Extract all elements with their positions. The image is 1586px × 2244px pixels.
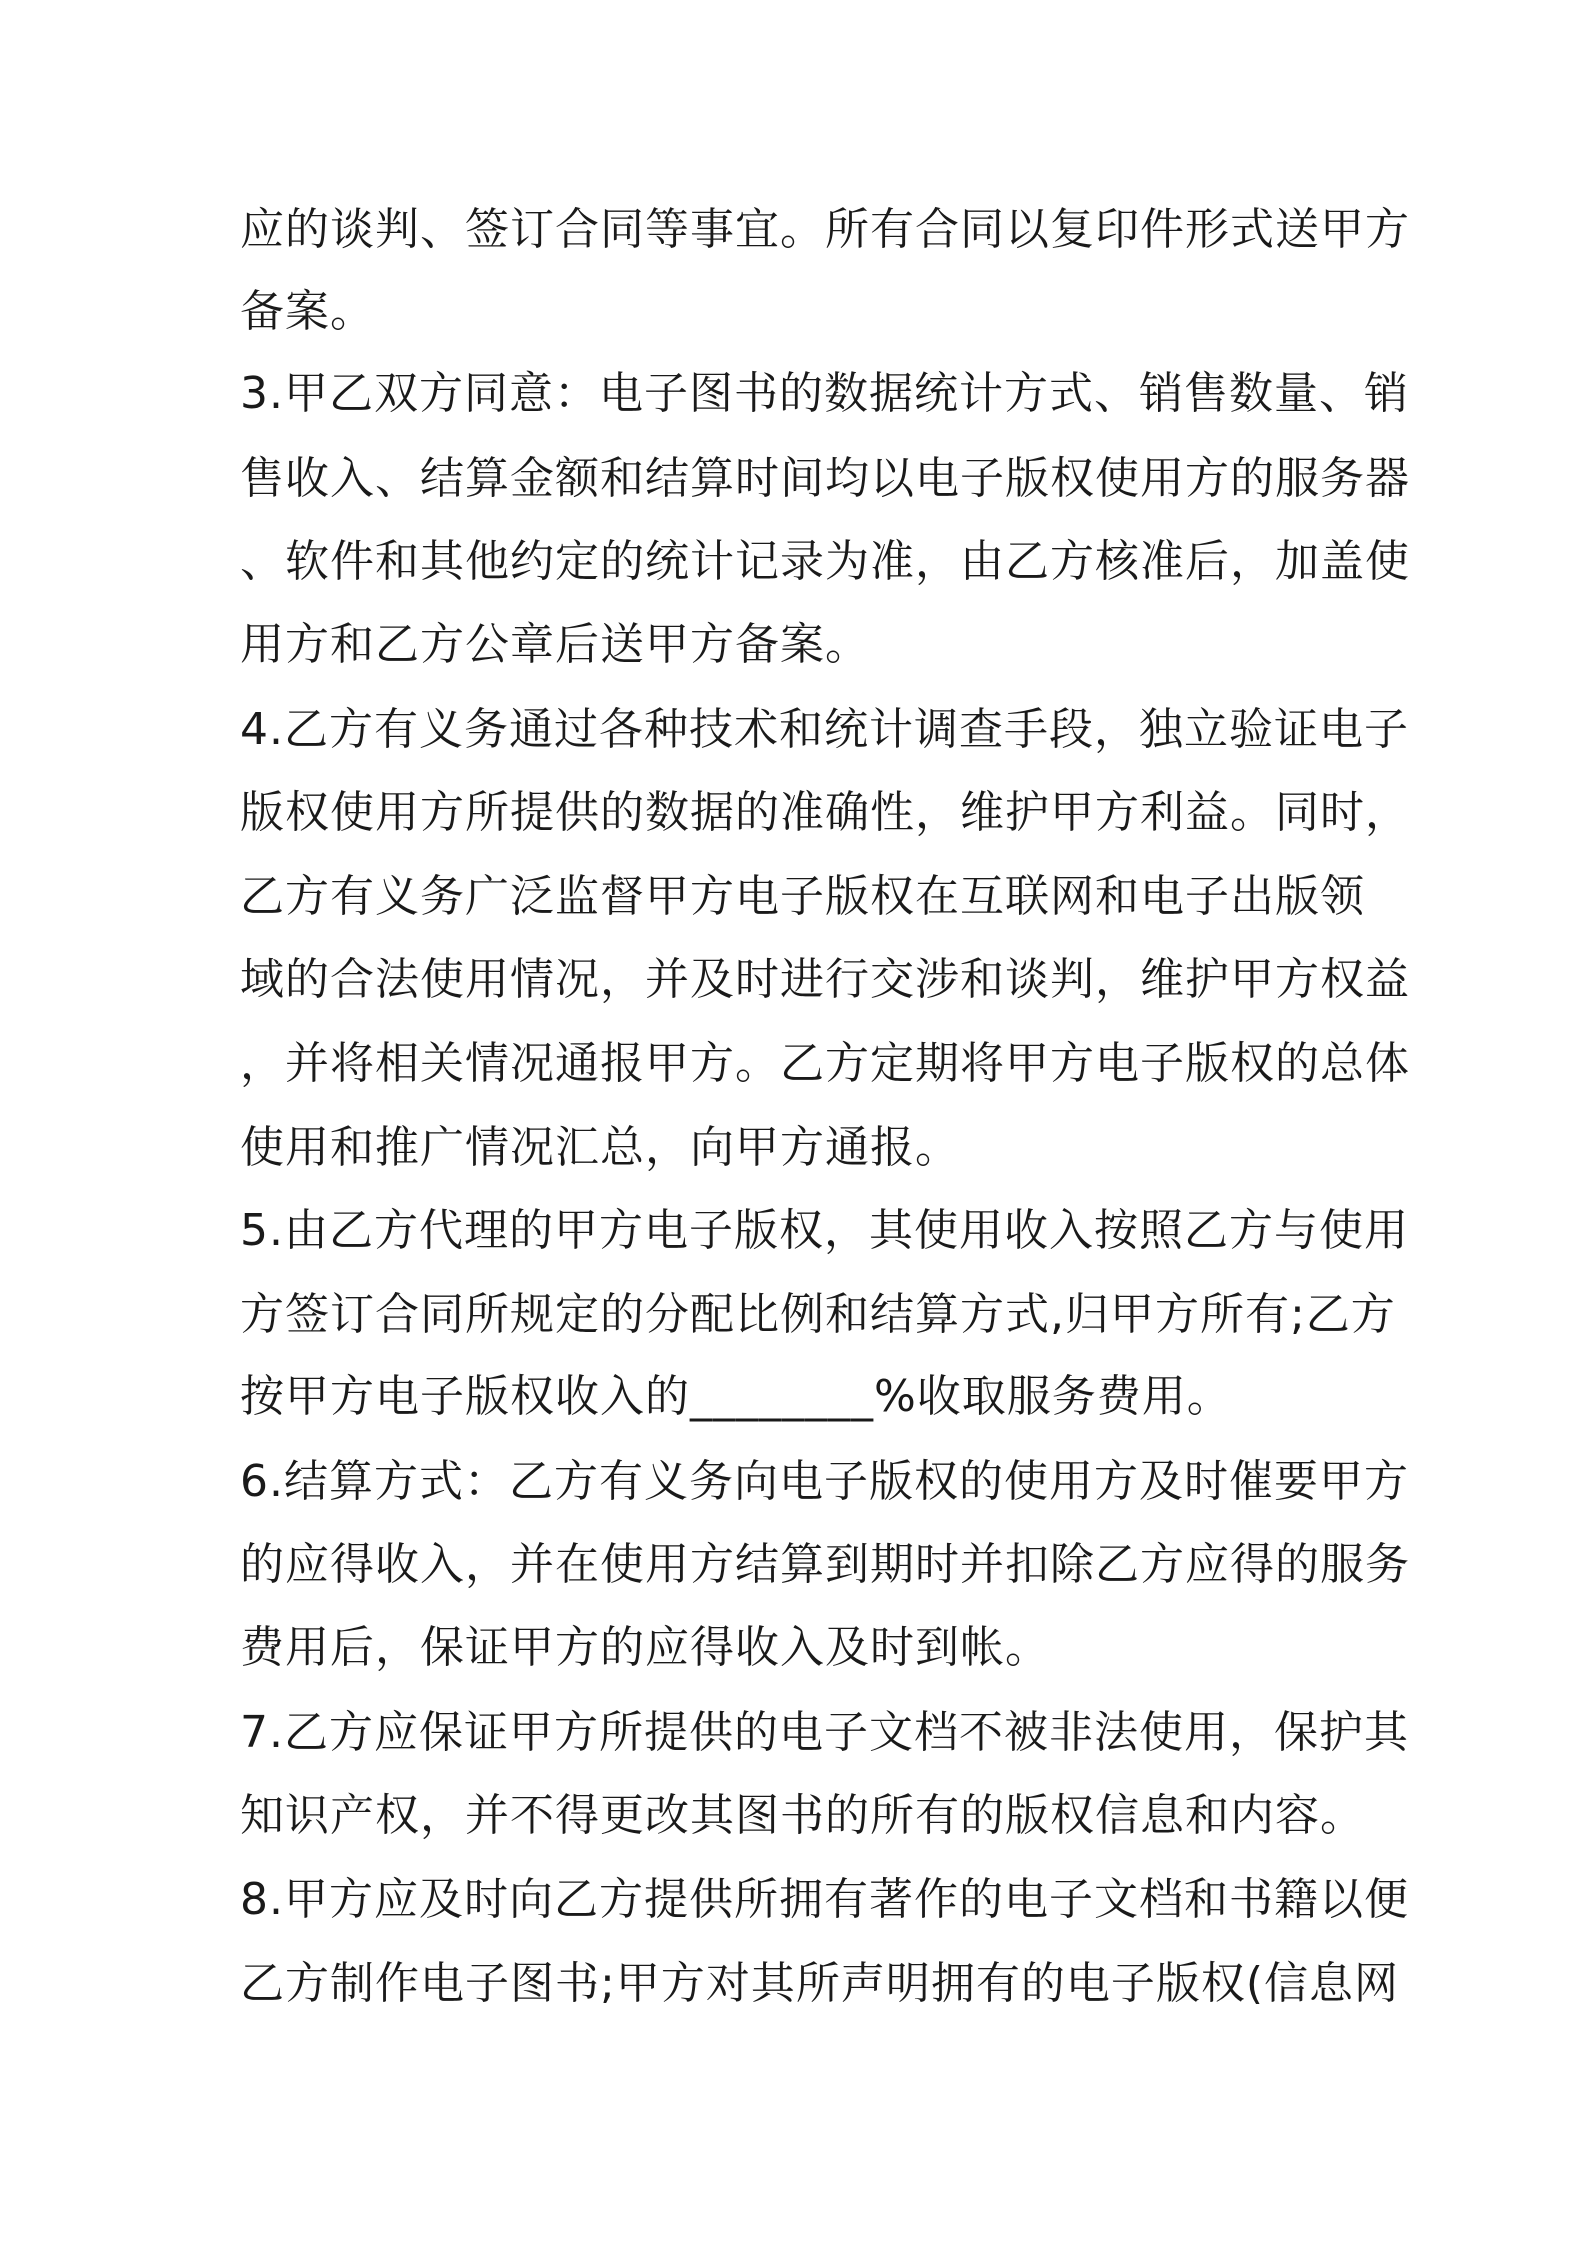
text-line-17: 的应得收入，并在使用方结算到期时并扣除乙方应得的服务 bbox=[240, 1539, 1410, 1590]
text-line-13: 5.由乙方代理的甲方电子版权，其使用收入按照乙方与使用 bbox=[240, 1205, 1409, 1256]
text-line-3: 3.甲乙双方同意：电子图书的数据统计方式、销售数量、销 bbox=[240, 368, 1409, 419]
text-line-19: 7.乙方应保证甲方所提供的电子文档不被非法使用，保护其 bbox=[240, 1707, 1409, 1758]
text-line-20: 知识产权，并不得更改其图书的所有的版权信息和内容。 bbox=[240, 1790, 1365, 1841]
text-line-16: 6.结算方式：乙方有义务向电子版权的使用方及时催要甲方 bbox=[240, 1456, 1409, 1507]
text-line-2: 备案。 bbox=[240, 286, 375, 337]
text-line-18: 费用后，保证甲方的应得收入及时到帐。 bbox=[240, 1622, 1050, 1673]
text-line-22: 乙方制作电子图书;甲方对其所声明拥有的电子版权(信息网 bbox=[240, 1958, 1399, 2009]
text-line-11: ，并将相关情况通报甲方。乙方定期将甲方电子版权的总体 bbox=[240, 1038, 1410, 1089]
text-line-21: 8.甲方应及时向乙方提供所拥有著作的电子文档和书籍以便 bbox=[240, 1874, 1409, 1925]
text-line-8: 版权使用方所提供的数据的准确性，维护甲方利益。同时， bbox=[240, 787, 1410, 838]
text-line-7: 4.乙方有义务通过各种技术和统计调查手段，独立验证电子 bbox=[240, 704, 1409, 755]
text-line-1: 应的谈判、签订合同等事宜。所有合同以复印件形式送甲方 bbox=[240, 204, 1410, 255]
text-line-6: 用方和乙方公章后送甲方备案。 bbox=[240, 619, 870, 670]
text-line-10: 域的合法使用情况，并及时进行交涉和谈判，维护甲方权益 bbox=[240, 954, 1410, 1005]
text-line-5: 、软件和其他约定的统计记录为准，由乙方核准后，加盖使 bbox=[240, 536, 1410, 587]
text-line-9: 乙方有义务广泛监督甲方电子版权在互联网和电子出版领 bbox=[240, 871, 1365, 922]
text-line-14: 方签订合同所规定的分配比例和结算方式,归甲方所有;乙方 bbox=[240, 1289, 1396, 1340]
text-line-15: 按甲方电子版权收入的________%收取服务费用。 bbox=[240, 1371, 1232, 1422]
text-line-12: 使用和推广情况汇总，向甲方通报。 bbox=[240, 1122, 960, 1173]
text-line-4: 售收入、结算金额和结算时间均以电子版权使用方的服务器 bbox=[240, 453, 1410, 504]
